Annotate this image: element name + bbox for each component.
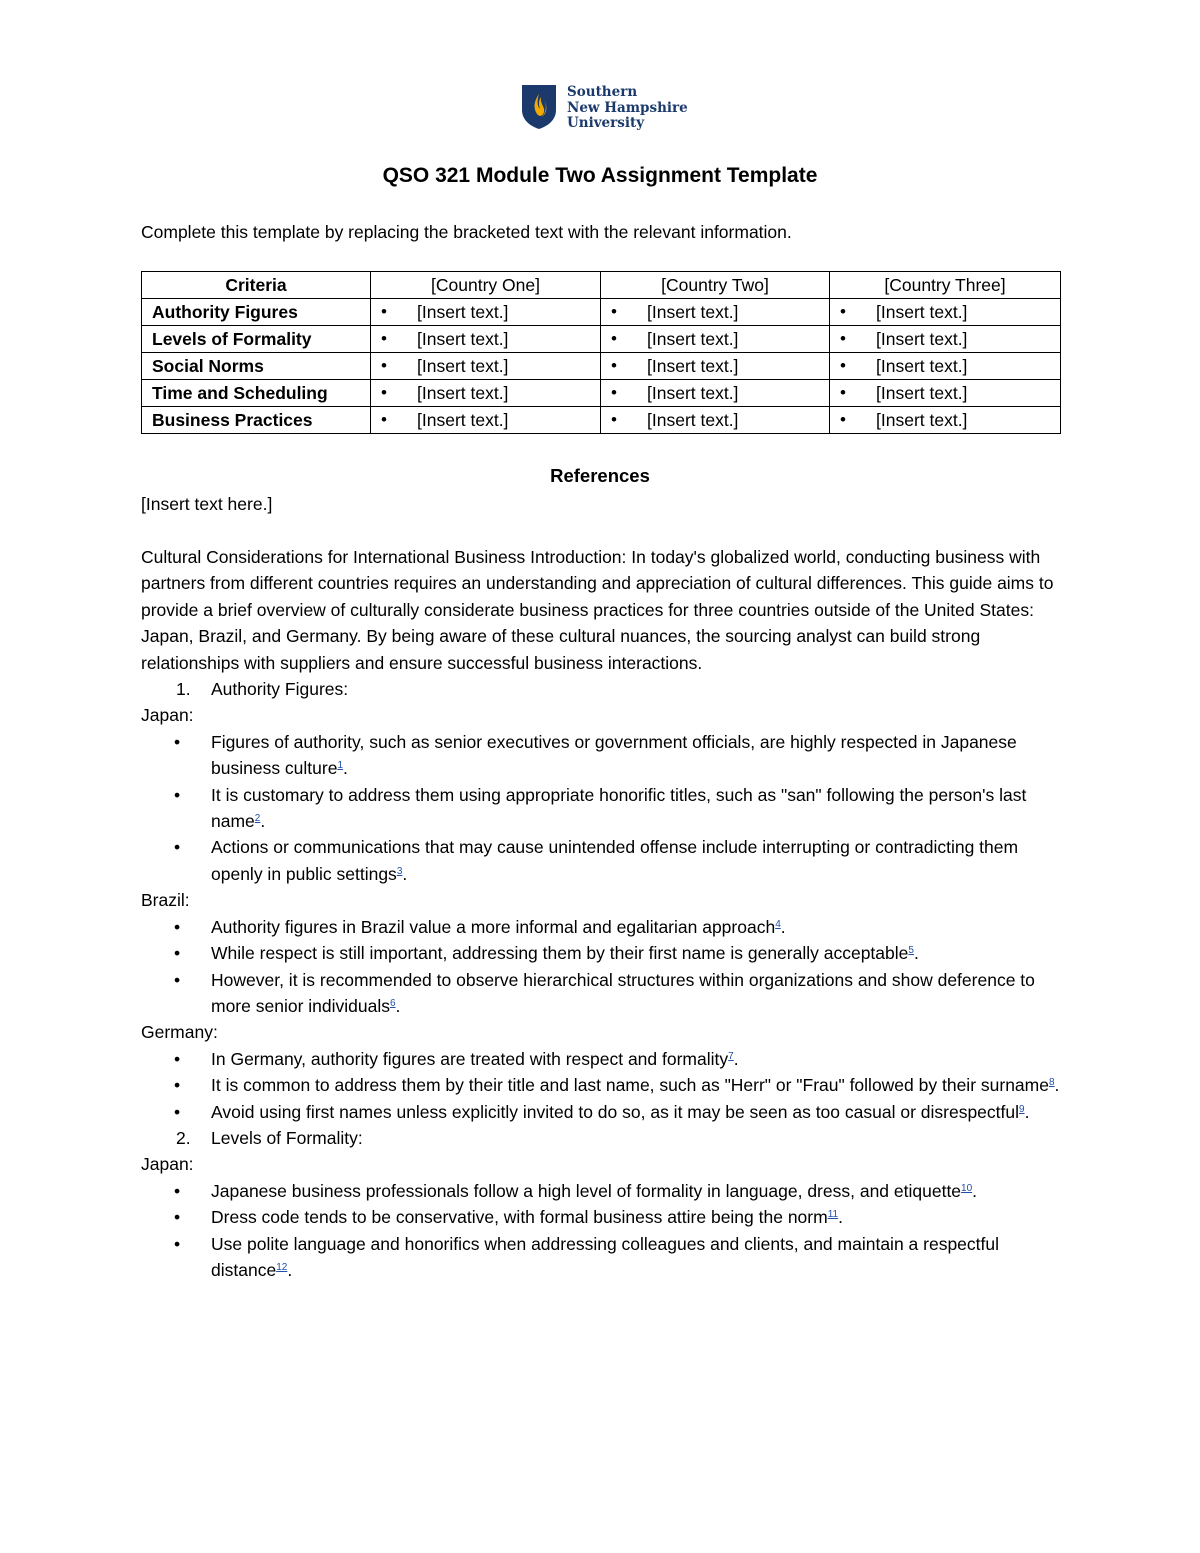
footnote-ref[interactable]: 12: [276, 1261, 288, 1273]
list-item: [141, 940, 1066, 966]
bullet-end: .: [1054, 1075, 1060, 1096]
table-cell: [830, 299, 1061, 326]
footnote-ref[interactable]: 8: [1048, 1077, 1055, 1089]
table-cell: [830, 353, 1061, 380]
bullet-end: .: [402, 863, 408, 884]
list-item: [141, 1231, 1066, 1284]
footnote-ref[interactable]: 7: [728, 1050, 734, 1062]
cell-bullet-text: • [Insert text.]: [611, 410, 819, 431]
table-row: [142, 353, 1061, 380]
intro-paragraph: Cultural Considerations for International Business Introduction: In today's globalized world, conducting business with partners from different countries requires an understanding and appreciation of cultural differences. This guide aims to provide a brief overview of culturally considerate business practices for three countries outside of the United States: Japan, Brazil, and Germany. By being aware of these cultural nuances, the sourcing analyst can build strong relationships with suppliers and ensure successful business interactions.: [141, 547, 1054, 673]
bullet-text: It is customary to address them using appropriate honorific titles, such as "san" following the person's last name: [211, 784, 1027, 832]
criteria-table: [141, 271, 1061, 434]
shield-flame-icon: [521, 84, 557, 130]
instructions: Complete this template by replacing the bracketed text with the relevant information.: [141, 222, 792, 242]
table-row: [142, 326, 1061, 353]
table-cell: [601, 299, 830, 326]
university-logo: [521, 84, 691, 132]
bullet-end: .: [343, 758, 348, 779]
bullet-list: [141, 1046, 1066, 1125]
cell-bullet-text: • [Insert text.]: [611, 302, 819, 323]
country-label: Japan:: [141, 705, 194, 726]
bullet-text: Use polite language and honorifics when addressing colleagues and clients, and maintain a respectful distance: [211, 1233, 1000, 1280]
table-cell: [601, 407, 830, 434]
bullet-end: .: [260, 811, 266, 832]
footnote-ref[interactable]: 6: [389, 997, 396, 1009]
footnote-ref[interactable]: 11: [827, 1209, 839, 1221]
section-heading: [141, 676, 1066, 702]
cell-bullet-text: • [Insert text.]: [611, 383, 819, 404]
table-row: [142, 407, 1061, 434]
footnote-ref[interactable]: 2: [254, 813, 261, 825]
page-title: QSO 321 Module Two Assignment Template: [382, 164, 818, 187]
table-cell: [601, 326, 830, 353]
footnote-ref[interactable]: 10: [961, 1182, 973, 1194]
bullet-text: Figures of authority, such as senior executives or government officials, are highly respected in Japanese business culture: [211, 731, 1017, 779]
guide-body: [141, 544, 1066, 1283]
table-header-cell: Criteria: [142, 272, 371, 299]
list-item: [141, 1178, 1066, 1204]
table-cell: [371, 353, 601, 380]
bullet-text: Dress code tends to be conservative, with formal business attire being the norm: [211, 1207, 828, 1228]
section-title: Authority Figures:: [211, 679, 349, 700]
table-header-row: [142, 272, 1061, 299]
criteria-cell: Time and Scheduling: [142, 380, 371, 407]
bullet-text: In Germany, authority figures are treated with respect and formality: [211, 1048, 729, 1069]
list-item: [141, 1072, 1066, 1098]
table-cell: [601, 380, 830, 407]
bullet-end: .: [972, 1180, 978, 1201]
cell-bullet-text: • [Insert text.]: [611, 356, 819, 377]
logo-wordmark: [567, 85, 688, 132]
cell-bullet-text: • [Insert text.]: [840, 383, 1050, 404]
table-row: [142, 299, 1061, 326]
table-row: [142, 380, 1061, 407]
references-heading: References: [550, 465, 650, 486]
footnote-ref[interactable]: 9: [1019, 1103, 1025, 1115]
footnote-ref[interactable]: 3: [396, 865, 403, 877]
footnote-ref[interactable]: 5: [908, 945, 914, 957]
bullet-end: .: [913, 943, 919, 964]
list-item: [141, 1204, 1066, 1230]
table-cell: [830, 407, 1061, 434]
country-label: Japan:: [141, 1154, 194, 1175]
bullet-text: It is common to address them by their title and last name, such as "Herr" or "Frau" followed by their surname: [211, 1075, 1049, 1096]
list-item: [141, 729, 1066, 782]
criteria-cell: Business Practices: [142, 407, 371, 434]
bullet-list: [141, 914, 1066, 1020]
table-cell: [371, 407, 601, 434]
table-cell: [601, 353, 830, 380]
list-item: [141, 1099, 1066, 1125]
list-item: [141, 834, 1066, 887]
bullet-end: .: [1024, 1101, 1030, 1122]
cell-bullet-text: • [Insert text.]: [381, 356, 590, 377]
bullet-text: However, it is recommended to observe hierarchical structures within organizations and show deference to more senior individuals: [211, 969, 1035, 1016]
cell-bullet-text: • [Insert text.]: [840, 356, 1050, 377]
cell-bullet-text: • [Insert text.]: [381, 302, 590, 323]
bullet-text: Japanese business professionals follow a high level of formality in language, dress, and etiquette: [211, 1180, 962, 1201]
bullet-text: Actions or communications that may cause unintended offense include interrupting or contradicting them openly in public settings: [211, 837, 1019, 884]
cell-bullet-text: • [Insert text.]: [381, 383, 590, 404]
table-header-cell: [Country Three]: [830, 272, 1061, 299]
country-label: Germany:: [141, 1022, 218, 1043]
bullet-end: .: [395, 995, 401, 1016]
list-item: [141, 967, 1066, 1020]
bullet-end: .: [287, 1259, 293, 1280]
cell-bullet-text: • [Insert text.]: [840, 302, 1050, 323]
cell-bullet-text: • [Insert text.]: [381, 410, 590, 431]
bullet-list: [141, 1178, 1066, 1284]
country-label: Brazil:: [141, 890, 190, 911]
list-item: [141, 914, 1066, 940]
criteria-cell: Social Norms: [142, 353, 371, 380]
logo-line-2: New Hampshire: [567, 99, 688, 116]
list-item: [141, 782, 1066, 835]
footnote-ref[interactable]: 1: [337, 760, 344, 772]
cell-bullet-text: • [Insert text.]: [840, 329, 1050, 350]
logo-line-3: University: [567, 115, 645, 131]
section-number: 1.: [176, 679, 191, 700]
table-header-cell: [Country Two]: [601, 272, 830, 299]
logo-line-1: Southern: [567, 84, 638, 100]
section-number: 2.: [176, 1127, 191, 1148]
table-cell: [830, 380, 1061, 407]
criteria-cell: Levels of Formality: [142, 326, 371, 353]
cell-bullet-text: • [Insert text.]: [840, 410, 1050, 431]
bullet-text: While respect is still important, addressing them by their first name is generally acceptable: [211, 943, 909, 964]
table-header-cell: [Country One]: [371, 272, 601, 299]
table-cell: [830, 326, 1061, 353]
section-heading: [141, 1125, 1066, 1151]
section-title: Levels of Formality:: [211, 1127, 363, 1148]
bullet-text: Avoid using first names unless explicitly invited to do so, as it may be seen as too casual or disrespectful: [211, 1101, 1019, 1122]
bullet-text: Authority figures in Brazil value a more informal and egalitarian approach: [211, 916, 776, 937]
list-item: [141, 1046, 1066, 1072]
bullet-list: [141, 729, 1066, 887]
table-cell: [371, 299, 601, 326]
bullet-end: .: [733, 1048, 739, 1069]
table-cell: [371, 326, 601, 353]
bullet-end: .: [780, 916, 786, 937]
cell-bullet-text: • [Insert text.]: [381, 329, 590, 350]
bullet-end: .: [838, 1207, 843, 1228]
criteria-cell: Authority Figures: [142, 299, 371, 326]
references-insert: [Insert text here.]: [141, 494, 273, 514]
table-cell: [371, 380, 601, 407]
footnote-ref[interactable]: 4: [775, 918, 781, 930]
cell-bullet-text: • [Insert text.]: [611, 329, 819, 350]
